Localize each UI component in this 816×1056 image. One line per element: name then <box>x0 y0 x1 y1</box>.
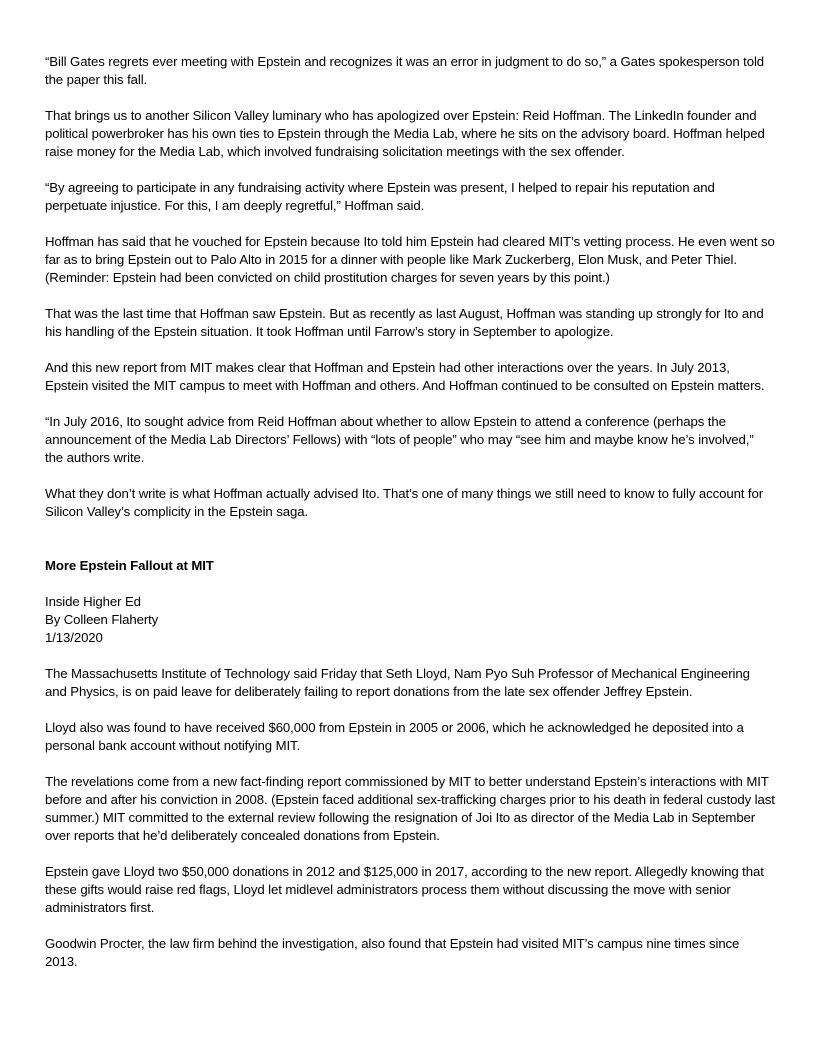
article-date: 1/13/2020 <box>45 630 103 645</box>
paragraph: “In July 2016, Ito sought advice from Reid Hoffman about whether to allow Epstein to attend a conference (perhaps the announcement of the Media Lab Directors’ Fellows) with “lots of people” who may “see him and maybe know he’s involved,” the authors write. <box>45 414 754 465</box>
paragraph: The Massachusetts Institute of Technology said Friday that Seth Lloyd, Nam Pyo Suh Professor of Mechanical Engineering and Physics, is on paid leave for deliberately failing to report donations from the late sex offender Jeffrey Epstein. <box>45 666 750 699</box>
article-title: More Epstein Fallout at MIT <box>45 558 214 573</box>
paragraph: Epstein gave Lloyd two $50,000 donations in 2012 and $125,000 in 2017, according to the new report. Allegedly knowing that these gifts would raise red flags, Lloyd let midlevel administrators process them without discussing the move with senior administrators first. <box>45 864 764 915</box>
paragraph: Lloyd also was found to have received $60,000 from Epstein in 2005 or 2006, which he acknowledged he deposited into a personal bank account without notifying MIT. <box>45 720 744 753</box>
paragraph: That brings us to another Silicon Valley luminary who has apologized over Epstein: Reid Hoffman. The LinkedIn founder and political powerbroker has his own ties to Epstein through the Media Lab, where he sits on the advisory board. Hoffman helped raise money for the Media Lab, which involved fundraising solicitation meetings with the sex offender. <box>45 108 765 159</box>
article-meta <box>45 593 775 647</box>
paragraph: “Bill Gates regrets ever meeting with Epstein and recognizes it was an error in judgment to do so,” a Gates spokesperson told the paper this fall. <box>45 54 765 87</box>
paragraph: Hoffman has said that he vouched for Epstein because Ito told him Epstein had cleared MIT’s vetting process. He even went so far as to bring Epstein out to Palo Alto in 2015 for a dinner with people like Mark Zuckerberg, Elon Musk, and Peter Thiel. (Reminder: Epstein had been convicted on child prostitution charges for seven years by this point.) <box>45 234 775 285</box>
paragraph: “By agreeing to participate in any fundraising activity where Epstein was present, I helped to repair his reputation and perpetuate injustice. For this, I am deeply regretful,” Hoffman said. <box>45 180 715 213</box>
article-byline: By Colleen Flaherty <box>45 612 159 627</box>
article-second <box>45 557 775 971</box>
paragraph: Goodwin Procter, the law firm behind the investigation, also found that Epstein had visited MIT’s campus nine times since 2013. <box>45 936 740 969</box>
article-source: Inside Higher Ed <box>45 594 141 609</box>
paragraph: The revelations come from a new fact-finding report commissioned by MIT to better understand Epstein’s interactions with MIT before and after his conviction in 2008. (Epstein faced additional sex-trafficking charges prior to his death in federal custody last summer.) MIT committed to the external review following the resignation of Joi Ito as director of the Media Lab in September over reports that he’d deliberately concealed donations from Epstein. <box>45 774 775 843</box>
article-continuation <box>45 53 775 521</box>
paragraph: What they don’t write is what Hoffman actually advised Ito. That’s one of many things we still need to know to fully account for Silicon Valley’s complicity in the Epstein saga. <box>45 486 764 519</box>
section-spacer <box>45 539 775 557</box>
paragraph: That was the last time that Hoffman saw Epstein. But as recently as last August, Hoffman was standing up strongly for Ito and his handling of the Epstein situation. It took Hoffman until Farrow’s story in September to apologize. <box>45 306 764 339</box>
document-page <box>45 53 775 989</box>
paragraph: And this new report from MIT makes clear that Hoffman and Epstein had other interactions over the years. In July 2013, Epstein visited the MIT campus to meet with Hoffman and others. And Hoffman continued to be consulted on Epstein matters. <box>45 360 765 393</box>
